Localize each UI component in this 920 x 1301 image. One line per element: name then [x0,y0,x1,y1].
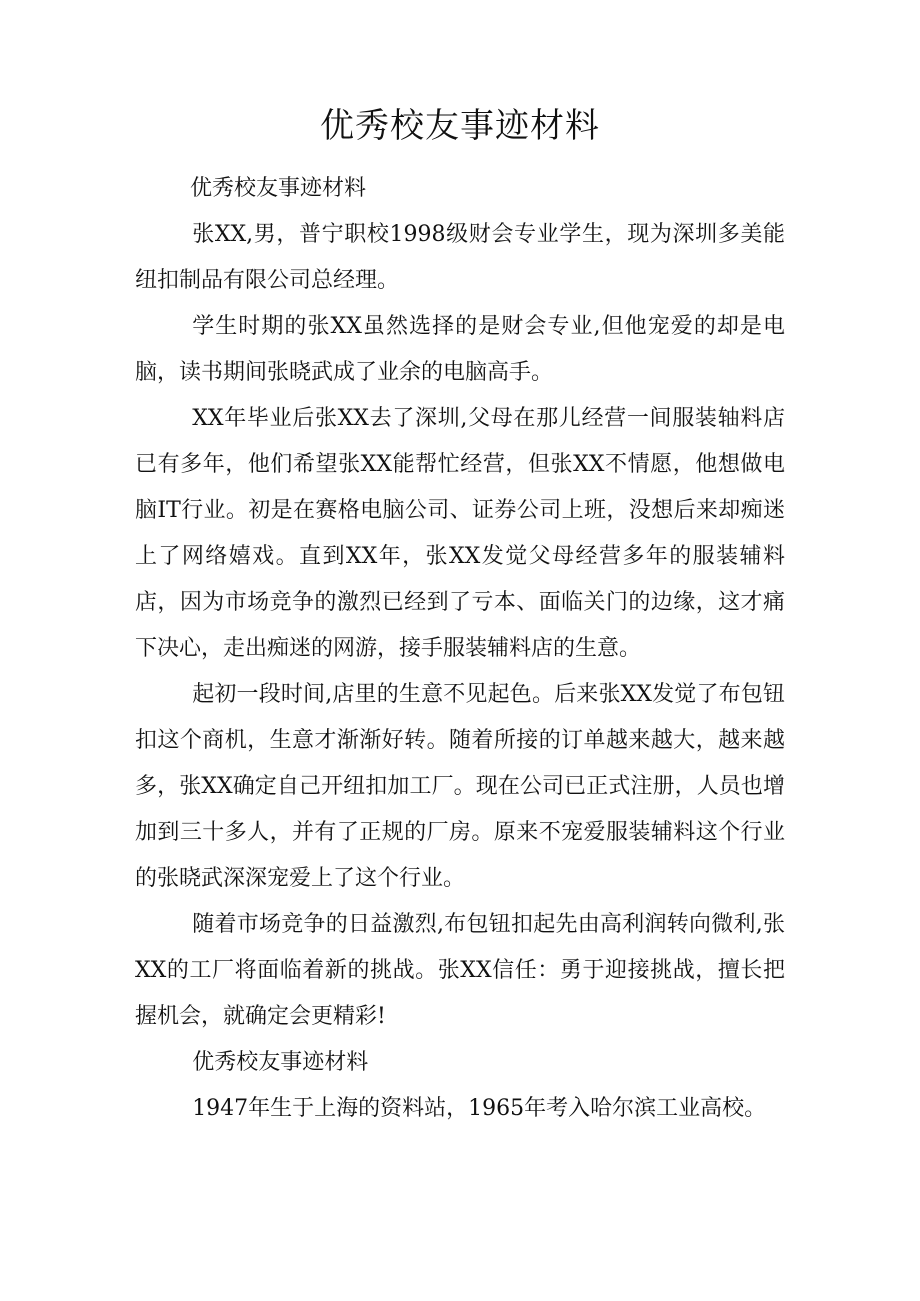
document-title: 优秀校友事迹材料 [320,106,600,146]
paragraph: 学生时期的张XX虽然选择的是财会专业,但他宠爱的却是电脑，读书期间张晓武成了业余的电脑高手。 [135,314,785,385]
section-heading: 优秀校友事迹材料 [190,176,367,201]
section-heading: 优秀校友事迹材料 [192,1050,369,1075]
paragraph: 起初一段时间,店里的生意不见起色。后来张XX发觉了布包钮扣这个商机，生意才渐渐好转。随着所接的订单越来越大，越来越多，张XX确定自己开纽扣加工厂。现在公司已正式注册，人员也增加到三十多人，并有了正规的厂房。原来不宠爱服装辅料这个行业的张晓武深深宠爱上了这个行业。 [135,682,785,891]
document-body [135,166,785,1132]
paragraph: 1947年生于上海的资料站，1965年考入哈尔滨工业高校。 [192,1096,767,1121]
paragraph: 张XX,男，普宁职校1998级财会专业学生，现为深圳多美能纽扣制品有限公司总经理。 [135,222,785,293]
paragraph: 随着市场竞争的日益激烈,布包钮扣起先由高利润转向微利,张XX的工厂将面临着新的挑战。张XX信任：勇于迎接挑战，擅长把握机会，就确定会更精彩! [135,912,785,1029]
paragraph: XX年毕业后张XX去了深圳,父母在那儿经营一间服装轴料店已有多年，他们希望张XX能帮忙经营，但张XX不情愿，他想做电脑IT行业。初是在赛格电脑公司、证券公司上班，没想后来却痴迷上了网络嬉戏。直到XX年，张XX发觉父母经营多年的服装辅料店，因为市场竞争的激烈已经到了亏本、面临关门的边缘，这才痛下决心，走出痴迷的网游，接手服装辅料店的生意。 [135,406,785,661]
